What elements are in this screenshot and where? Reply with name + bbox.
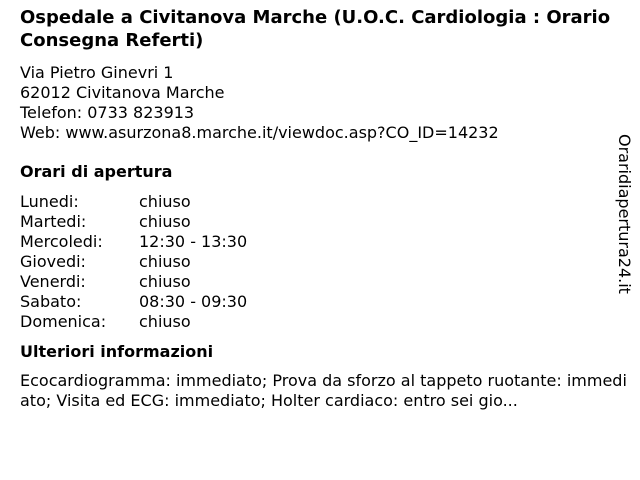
day-label: Domenica:	[20, 312, 107, 331]
opening-hours-heading: Orari di apertura	[20, 162, 173, 181]
day-hours: chiuso	[139, 192, 191, 211]
address-block	[20, 63, 620, 143]
day-label: Venerdi:	[20, 272, 86, 291]
more-info-heading: Ulteriori informazioni	[20, 342, 214, 361]
day-label: Sabato:	[20, 292, 82, 311]
day-hours: 12:30 - 13:30	[139, 232, 248, 251]
day-hours: chiuso	[139, 272, 191, 291]
phone-number: Telefon: 0733 823913	[20, 103, 195, 122]
day-hours: chiuso	[139, 252, 191, 271]
city-address: 62012 Civitanova Marche	[20, 83, 225, 102]
hours-row-saturday	[20, 292, 620, 312]
hours-row-thursday	[20, 252, 620, 272]
day-label: Martedi:	[20, 212, 87, 231]
day-label: Lunedi:	[20, 192, 79, 211]
opening-hours-table	[20, 192, 620, 332]
hours-row-tuesday	[20, 212, 620, 232]
hours-row-sunday	[20, 312, 620, 332]
day-label: Giovedi:	[20, 252, 86, 271]
hours-row-monday	[20, 192, 620, 212]
more-info-text: Ecocardiogramma: immediato; Prova da sforzo al tappeto ruotante: immediato; Visita ed ECG: immediato; Holter cardiaco: entro sei gio...	[20, 371, 627, 410]
day-hours: chiuso	[139, 212, 191, 231]
day-hours: chiuso	[139, 312, 191, 331]
page-title: Ospedale a Civitanova Marche (U.O.C. Cardiologia : Orario Consegna Referti)	[20, 7, 611, 51]
day-hours: 08:30 - 09:30	[139, 292, 248, 311]
hours-row-friday	[20, 272, 620, 292]
hours-row-wednesday	[20, 232, 620, 252]
day-label: Mercoledi:	[20, 232, 103, 251]
site-watermark: Oraridiapertura24.it	[615, 134, 634, 294]
street-address: Via Pietro Ginevri 1	[20, 63, 174, 82]
website-link[interactable]: Web: www.asurzona8.marche.it/viewdoc.asp?CO_ID=14232	[20, 123, 499, 142]
